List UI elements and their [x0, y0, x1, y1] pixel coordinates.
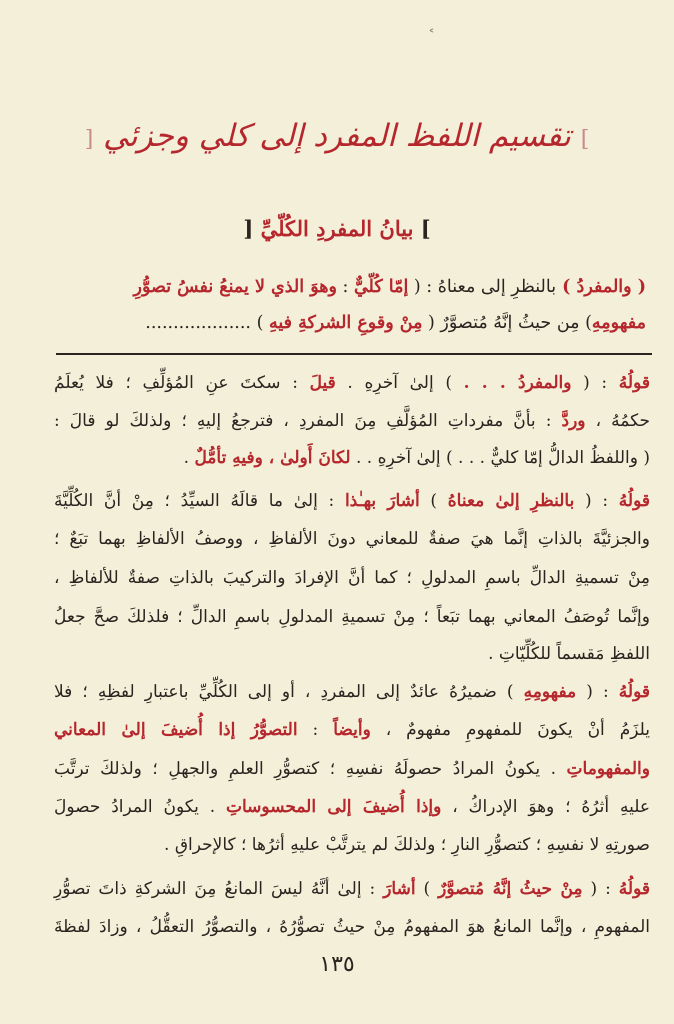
commentary-line [54, 522, 650, 556]
commentary-line [54, 366, 650, 400]
chapter-title [0, 118, 674, 154]
chapter-title-text: تقسيم اللفظ المفرد إلى كلي وجزئي [103, 118, 571, 154]
text-run: اللفظِ مَقسماً للكُلِّيّاتِ . [488, 644, 650, 664]
text-run: ) مِن حيثُ إنَّهُ مُتصوَّرٌ ( [422, 313, 592, 333]
text-run: ) [256, 313, 269, 333]
text-run: مِنْ تسميةِ الدالِّ باسمِ المدلولِ ؛ كما أنَّ الإفرادَ والتركيبَ بالذاتِ صفةٌ للألفاظِ ، [54, 568, 650, 588]
text-run: : بأنَّ مفرداتِ المُؤلَّفِ مِنَ المفردِ ، فترجعُ إليهِ ؛ ولذلكَ لو قالَ : [54, 411, 562, 431]
section-title [0, 216, 674, 241]
text-run: ) ضميرُهُ عائدٌ إلى المفردِ ، أو إلى الكُلِّيِّ باعتبارِ لفظِهِ ؛ فلا [54, 682, 524, 702]
highlighted-phrase: قولُهُ [618, 682, 650, 702]
highlighted-phrase: قولُهُ [618, 491, 650, 511]
commentary-line [54, 484, 650, 518]
highlighted-phrase: والمفهوماتِ [566, 759, 650, 779]
text-run: يلزَمُ أنْ يكونَ للمفهومِ مفهومٌ ، [370, 720, 650, 740]
section-bracket-right: ] [420, 216, 431, 241]
commentary-line [54, 713, 650, 747]
highlighted-phrase: مِنْ وقوعِ الشركةِ فيهِ [268, 313, 423, 333]
text-run: حكمُهُ ، [585, 411, 650, 431]
text-run: ) [419, 491, 448, 511]
separator-rule [56, 353, 652, 355]
text-run: عليهِ أثرُهُ ؛ وهوَ الإدراكُ ، [441, 797, 650, 817]
commentary-line [54, 637, 650, 671]
text-run: : ( [582, 879, 619, 899]
highlighted-phrase: مفهومِهِ [591, 313, 646, 333]
commentary-line [54, 752, 650, 786]
commentary-line [54, 561, 650, 595]
text-run: : [297, 720, 334, 740]
commentary-line [54, 828, 650, 862]
text-run: صورتِهِ لا نفسِهِ ؛ كتصوُّرِ النارِ ؛ ولذلكَ لم يترتَّبْ عليهِ أثرُها ؛ كالإحراقِ . [164, 835, 650, 855]
commentary-line [54, 872, 650, 906]
page-number: ١٣٥ [319, 952, 355, 977]
highlighted-phrase: لكانَ أَولىٰ ، وفيهِ تأمُّلٌ [194, 448, 351, 468]
matn-line-2-text [257, 313, 646, 333]
commentary-line [54, 675, 650, 709]
highlighted-phrase: والمفردُ . . . [463, 373, 572, 393]
highlighted-phrase: التصوُّرُ إذا أُضيفَ إلىٰ المعاني [54, 720, 298, 740]
text-run: ( واللفظُ الدالُّ إمّا كليٌّ . . . ) إلىٰ آخرِهِ . . [350, 448, 650, 468]
text-run: : إلىٰ ما قالَهُ السيِّدُ ؛ مِنْ أنَّ الكُلِّيَّةَ [54, 491, 345, 511]
section-title-text: بيانُ المفردِ الكُلّيِّ [260, 216, 414, 241]
commentary-line [54, 404, 650, 438]
highlighted-phrase: وهوَ الذي لا يمنعُ نفسُ تصوُّرِ [133, 277, 337, 297]
highlighted-phrase: مفهومِهِ [523, 682, 577, 702]
matn-line-1 [66, 268, 646, 306]
text-run: : [336, 277, 354, 297]
matn-dots: ................... [145, 313, 251, 333]
page-corner-mark: ˂ [428, 28, 435, 44]
highlighted-phrase: قيلَ [309, 373, 336, 393]
highlighted-phrase: ( والمفردُ ) [556, 277, 646, 297]
text-run: ) [415, 879, 439, 899]
highlighted-phrase: بالنظرِ إلىٰ معناهُ [447, 491, 575, 511]
text-run: بالنظرِ إلى معناهُ : ( [408, 277, 557, 297]
commentary-line [54, 790, 650, 824]
text-run: . يكونُ المرادُ حصولَهُ نفسِهِ ؛ كتصوُّرِ العلمِ والجهلِ ؛ ولذلكَ ترتَّبَ [54, 759, 567, 779]
commentary-line [54, 441, 650, 475]
highlighted-phrase: وردَّ [561, 411, 586, 431]
chapter-bracket-right: ] [580, 127, 590, 152]
text-run: : سكتَ عنِ المُؤلِّفِ ؛ فلا يُعلَمُ [54, 373, 310, 393]
highlighted-phrase: أشارَ بهـٰذا [344, 491, 420, 511]
highlighted-phrase: قولُهُ [618, 373, 650, 393]
section-bracket-left: [ [243, 216, 254, 241]
highlighted-phrase: أشارَ [383, 879, 416, 899]
highlighted-phrase: وإذا أُضيفَ إلى المحسوساتِ [225, 797, 442, 817]
text-run: : ( [576, 682, 619, 702]
commentary-line [54, 600, 650, 634]
text-run: المفهومِ ، وإنَّما المانعُ هوَ المفهومُ مِنْ حيثُ تصوُّرُهُ ، والتصوُّرُ التعقُّلُ ، وزادَ لفظةَ [54, 917, 650, 937]
matn-line-2 [66, 304, 646, 342]
text-run: ) إلىٰ آخرِهِ . [335, 373, 464, 393]
text-run: : ( [571, 373, 619, 393]
chapter-bracket-left: [ [84, 127, 94, 152]
text-run: . [183, 448, 195, 468]
commentary-line [54, 910, 650, 944]
text-run: : ( [574, 491, 619, 511]
highlighted-phrase: إمّا كُلّيٌّ [353, 277, 409, 297]
highlighted-phrase: مِنْ حيثُ إنَّهُ مُتصوَّرٌ [438, 879, 583, 899]
highlighted-phrase: وأيضاً [333, 720, 371, 740]
text-run: وإنَّما تُوصَفُ المعاني بهما تبَعاً ؛ مِنْ تسميةِ المدلولِ باسمِ الدالِّ ؛ فلذلكَ صحَّ جعلُ [54, 607, 650, 627]
highlighted-phrase: قولُهُ [618, 879, 650, 899]
text-run: : إلىٰ أنَّهُ ليسَ المانعُ مِنَ الشركةِ ذاتَ تصوُّرِ [54, 879, 384, 899]
text-run: . يكونُ المرادُ حصولَ [54, 797, 226, 817]
text-run: والجزئيَّةَ بالذاتِ إنَّما هيَ صفةٌ للمعاني دونَ الألفاظِ ، ووصفُ الألفاظِ بهما تبَعٌ ؛ [54, 529, 650, 549]
